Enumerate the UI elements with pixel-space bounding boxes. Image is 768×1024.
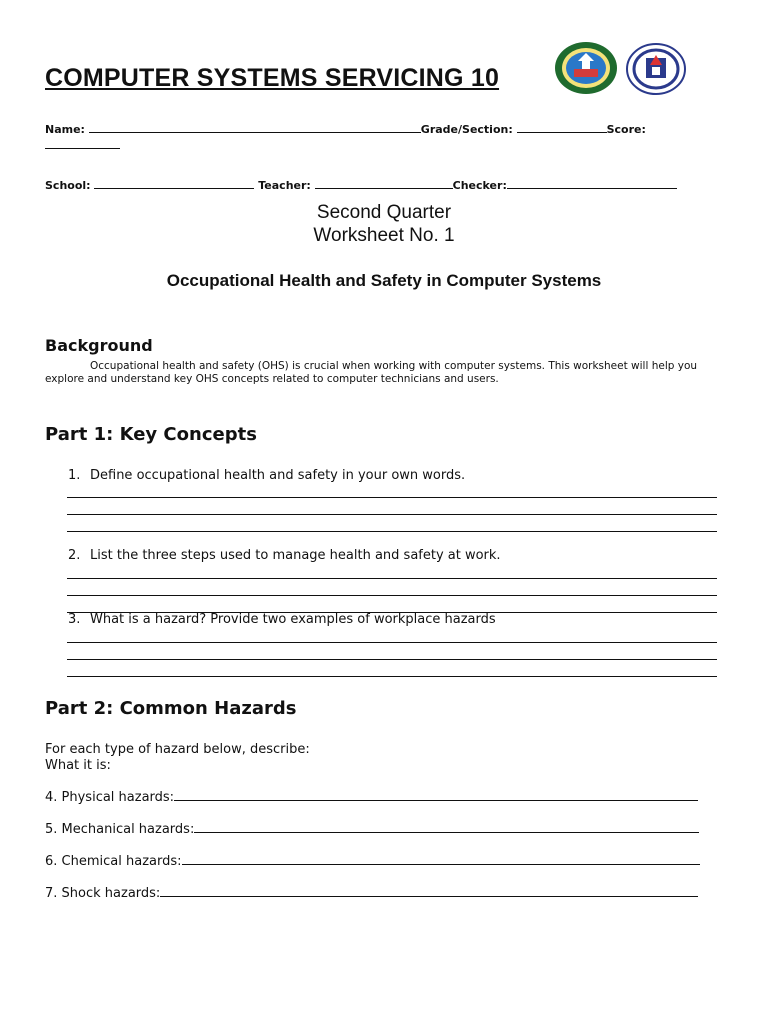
background-text: Occupational health and safety (OHS) is crucial when working with computer systems. This worksheet will help you explore and understand key OHS concepts related to computer technicians and users.: [45, 360, 698, 385]
intro-line: What it is:: [45, 758, 111, 773]
part1-heading: Part 1: Key Concepts: [45, 424, 257, 445]
hazard-label: 6. Chemical hazards:: [45, 854, 182, 869]
teacher-label: Teacher:: [258, 179, 311, 192]
score-label: Score:: [606, 123, 646, 136]
grade-label: Grade/Section:: [420, 123, 513, 136]
answer-line[interactable]: [67, 659, 717, 660]
background-heading: Background: [45, 336, 153, 355]
part2-heading: Part 2: Common Hazards: [45, 698, 297, 719]
quarter-heading: [0, 201, 768, 247]
answer-line[interactable]: [67, 578, 717, 579]
answer-line[interactable]: [67, 676, 717, 677]
grade-field[interactable]: [517, 122, 607, 133]
quarter-label: Second Quarter: [316, 202, 452, 223]
score-field[interactable]: [45, 148, 120, 149]
hazard-answer-field[interactable]: [194, 822, 699, 833]
question-text: List the three steps used to manage health and safety at work.: [90, 548, 501, 563]
hazard-item-mechanical: [45, 822, 699, 837]
intro-line: For each type of hazard below, describe:: [45, 742, 310, 757]
checker-label: Checker:: [452, 179, 507, 192]
question-number: 2.: [68, 548, 81, 563]
hazard-label: 4. Physical hazards:: [45, 790, 175, 805]
school-seal-icon: [554, 41, 618, 95]
answer-line[interactable]: [67, 595, 717, 596]
answer-line[interactable]: [67, 514, 717, 515]
worksheet-subtitle: Occupational Health and Safety in Computer Systems: [166, 271, 602, 290]
question-number: 3.: [68, 612, 81, 627]
answer-line[interactable]: [67, 497, 717, 498]
name-label: Name:: [45, 123, 85, 136]
teacher-field[interactable]: [315, 178, 453, 189]
name-field[interactable]: [89, 122, 421, 133]
worksheet-label: Worksheet No. 1: [313, 225, 455, 246]
worksheet-title: COMPUTER SYSTEMS SERVICING 10: [45, 64, 500, 92]
hazard-item-physical: [45, 790, 698, 805]
checker-field[interactable]: [507, 178, 677, 189]
question-3: [68, 612, 496, 627]
hazard-label: 5. Mechanical hazards:: [45, 822, 195, 837]
hazard-item-shock: [45, 886, 698, 901]
question-text: Define occupational health and safety in your own words.: [90, 468, 466, 483]
answer-line[interactable]: [67, 642, 717, 643]
answer-line[interactable]: [67, 531, 717, 532]
question-2: [68, 548, 501, 563]
question-1: [68, 468, 465, 483]
question-text: What is a hazard? Provide two examples of workplace hazards: [90, 612, 496, 627]
school-row: [45, 178, 677, 192]
hazard-label: 7. Shock hazards:: [45, 886, 161, 901]
part2-intro: [45, 742, 310, 774]
hazard-answer-field[interactable]: [160, 886, 698, 897]
question-number: 1.: [68, 468, 81, 483]
hazard-item-chemical: [45, 854, 700, 869]
school-label: School:: [45, 179, 91, 192]
hazard-answer-field[interactable]: [182, 854, 700, 865]
deped-seal-icon: [626, 43, 686, 95]
name-row: [45, 122, 646, 136]
school-field[interactable]: [94, 178, 254, 189]
hazard-answer-field[interactable]: [174, 790, 698, 801]
